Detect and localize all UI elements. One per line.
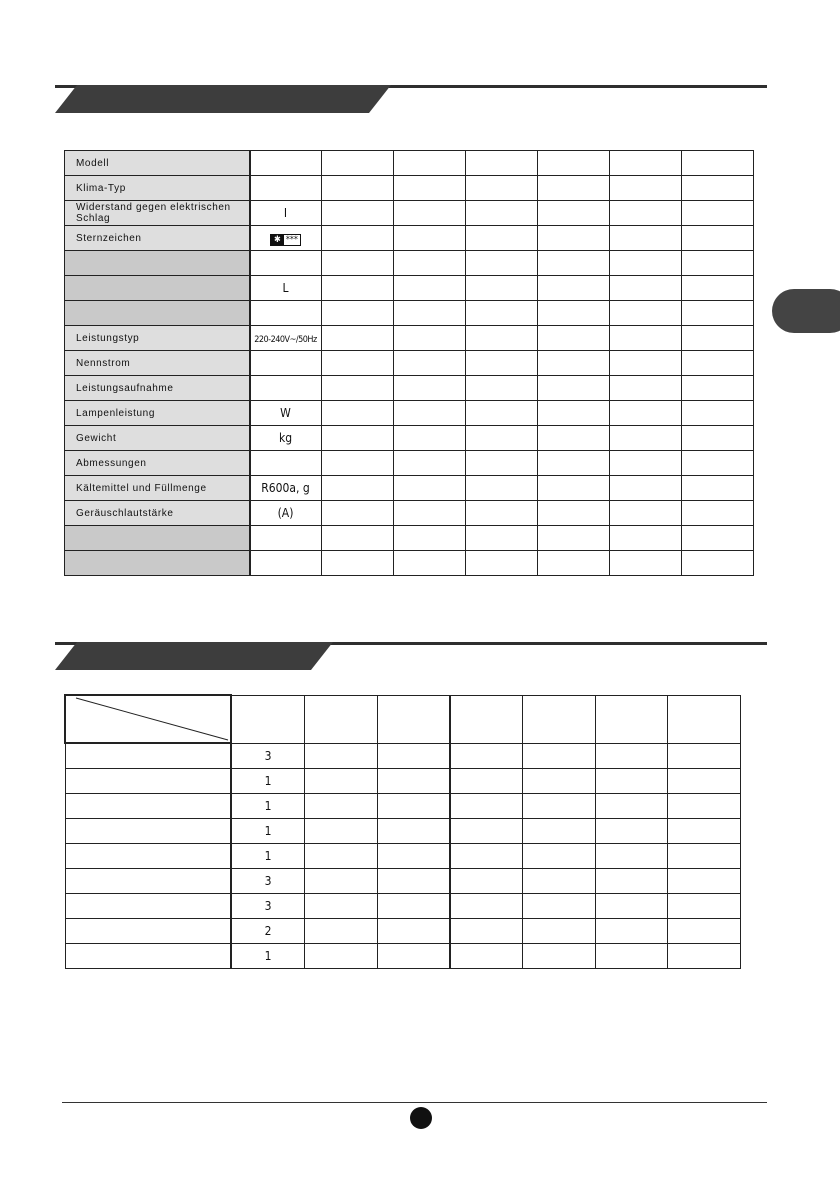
spec-empty-cell bbox=[681, 401, 753, 426]
spec-empty-cell bbox=[321, 376, 393, 401]
spec-empty-cell bbox=[537, 226, 609, 251]
parts-empty-cell bbox=[450, 794, 523, 819]
spec-empty-cell bbox=[681, 351, 753, 376]
spec-empty-cell bbox=[537, 326, 609, 351]
parts-empty-cell bbox=[450, 894, 523, 919]
spec-empty-cell bbox=[681, 451, 753, 476]
spec-row bbox=[65, 251, 754, 276]
spec-empty-cell bbox=[537, 176, 609, 201]
spec-empty-cell bbox=[321, 351, 393, 376]
spec-value bbox=[250, 301, 322, 326]
parts-empty-cell bbox=[305, 869, 378, 894]
parts-empty-cell bbox=[595, 819, 668, 844]
spec-empty-cell bbox=[681, 551, 753, 576]
spec-empty-cell bbox=[537, 301, 609, 326]
spec-empty-cell bbox=[393, 426, 465, 451]
parts-empty-cell bbox=[450, 819, 523, 844]
spec-empty-cell bbox=[393, 401, 465, 426]
spec-label bbox=[65, 551, 250, 576]
part-qty: 1 bbox=[231, 794, 305, 819]
spec-empty-cell bbox=[465, 176, 537, 201]
parts-empty-cell bbox=[305, 844, 378, 869]
spec-empty-cell bbox=[393, 226, 465, 251]
spec-empty-cell bbox=[393, 476, 465, 501]
parts-empty-cell bbox=[450, 844, 523, 869]
spec-empty-cell bbox=[393, 551, 465, 576]
spec-row bbox=[65, 501, 754, 526]
parts-empty-cell bbox=[522, 919, 595, 944]
spec-row bbox=[65, 226, 754, 251]
spec-empty-cell bbox=[609, 276, 681, 301]
spec-empty-cell bbox=[393, 176, 465, 201]
spec-label: Leistungstyp bbox=[65, 326, 250, 351]
spec-row bbox=[65, 426, 754, 451]
part-name-cell bbox=[65, 919, 231, 944]
parts-empty-cell bbox=[668, 819, 741, 844]
spec-empty-cell bbox=[321, 276, 393, 301]
spec-empty-cell bbox=[681, 276, 753, 301]
spec-row bbox=[65, 151, 754, 176]
spec-label: Leistungsaufnahme bbox=[65, 376, 250, 401]
spec-empty-cell bbox=[321, 551, 393, 576]
spec-empty-cell bbox=[609, 176, 681, 201]
spec-row bbox=[65, 301, 754, 326]
part-qty: 2 bbox=[231, 919, 305, 944]
spec-empty-cell bbox=[681, 151, 753, 176]
parts-row bbox=[65, 944, 741, 969]
parts-empty-cell bbox=[305, 944, 378, 969]
spec-empty-cell bbox=[609, 251, 681, 276]
part-name-cell bbox=[65, 743, 231, 769]
part-name-cell bbox=[65, 794, 231, 819]
spec-empty-cell bbox=[681, 376, 753, 401]
spec-row bbox=[65, 201, 754, 226]
spec-label bbox=[65, 301, 250, 326]
parts-row bbox=[65, 769, 741, 794]
parts-empty-cell bbox=[668, 869, 741, 894]
spec-empty-cell bbox=[681, 426, 753, 451]
spec-label: Kältemittel und Füllmenge bbox=[65, 476, 250, 501]
part-name-cell bbox=[65, 894, 231, 919]
spec-empty-cell bbox=[537, 376, 609, 401]
spec-empty-cell bbox=[609, 451, 681, 476]
parts-empty-cell bbox=[522, 894, 595, 919]
spec-empty-cell bbox=[393, 326, 465, 351]
parts-row bbox=[65, 794, 741, 819]
chapter-tab bbox=[772, 289, 840, 333]
spec-row bbox=[65, 276, 754, 301]
parts-empty-cell bbox=[595, 919, 668, 944]
spec-label: Nennstrom bbox=[65, 351, 250, 376]
parts-empty-cell bbox=[668, 844, 741, 869]
spec-label: Abmessungen bbox=[65, 451, 250, 476]
parts-empty-cell bbox=[377, 743, 450, 769]
spec-empty-cell bbox=[465, 326, 537, 351]
spec-row bbox=[65, 476, 754, 501]
spec-value bbox=[250, 351, 322, 376]
parts-empty-cell bbox=[668, 894, 741, 919]
part-name-cell bbox=[65, 769, 231, 794]
page-number-dot bbox=[410, 1107, 432, 1129]
parts-empty-cell bbox=[595, 769, 668, 794]
part-qty: 1 bbox=[231, 819, 305, 844]
spec-empty-cell bbox=[321, 301, 393, 326]
parts-header-corner bbox=[65, 695, 231, 743]
spec-empty-cell bbox=[465, 351, 537, 376]
spec-empty-cell bbox=[537, 276, 609, 301]
spec-label: Gewicht bbox=[65, 426, 250, 451]
spec-empty-cell bbox=[537, 451, 609, 476]
parts-empty-cell bbox=[305, 819, 378, 844]
spec-value: 220-240V~/50Hz bbox=[250, 326, 322, 351]
spec-value bbox=[250, 251, 322, 276]
parts-row bbox=[65, 869, 741, 894]
spec-empty-cell bbox=[393, 351, 465, 376]
spec-empty-cell bbox=[609, 426, 681, 451]
parts-empty-cell bbox=[450, 919, 523, 944]
spec-empty-cell bbox=[609, 201, 681, 226]
spec-empty-cell bbox=[321, 401, 393, 426]
spec-empty-cell bbox=[681, 476, 753, 501]
part-name-cell bbox=[65, 844, 231, 869]
spec-empty-cell bbox=[609, 376, 681, 401]
spec-empty-cell bbox=[681, 251, 753, 276]
parts-empty-cell bbox=[377, 944, 450, 969]
spec-label bbox=[65, 276, 250, 301]
spec-empty-cell bbox=[321, 501, 393, 526]
spec-empty-cell bbox=[537, 151, 609, 176]
parts-header-row bbox=[65, 695, 741, 743]
spec-row bbox=[65, 176, 754, 201]
parts-empty-cell bbox=[595, 743, 668, 769]
parts-empty-cell bbox=[305, 919, 378, 944]
parts-empty-cell bbox=[377, 919, 450, 944]
spec-value: I bbox=[250, 201, 322, 226]
spec-empty-cell bbox=[465, 451, 537, 476]
spec-row bbox=[65, 526, 754, 551]
spec-row bbox=[65, 376, 754, 401]
parts-empty-cell bbox=[522, 869, 595, 894]
spec-row bbox=[65, 551, 754, 576]
spec-empty-cell bbox=[681, 301, 753, 326]
spec-empty-cell bbox=[393, 276, 465, 301]
parts-empty-cell bbox=[377, 769, 450, 794]
spec-empty-cell bbox=[465, 551, 537, 576]
spec-empty-cell bbox=[393, 301, 465, 326]
spec-empty-cell bbox=[321, 201, 393, 226]
parts-row bbox=[65, 894, 741, 919]
spec-empty-cell bbox=[393, 451, 465, 476]
parts-empty-cell bbox=[450, 743, 523, 769]
spec-value: (A) bbox=[250, 501, 322, 526]
spec-empty-cell bbox=[321, 151, 393, 176]
spec-empty-cell bbox=[465, 226, 537, 251]
spec-empty-cell bbox=[321, 251, 393, 276]
spec-value bbox=[250, 376, 322, 401]
spec-empty-cell bbox=[537, 526, 609, 551]
parts-empty-cell bbox=[522, 743, 595, 769]
spec-row bbox=[65, 326, 754, 351]
spec-value bbox=[250, 176, 322, 201]
spec-empty-cell bbox=[393, 251, 465, 276]
spec-empty-cell bbox=[681, 201, 753, 226]
part-qty: 3 bbox=[231, 869, 305, 894]
spec-empty-cell bbox=[537, 201, 609, 226]
parts-empty-cell bbox=[522, 944, 595, 969]
spec-table bbox=[64, 150, 754, 576]
spec-value: W bbox=[250, 401, 322, 426]
spec-empty-cell bbox=[609, 351, 681, 376]
spec-empty-cell bbox=[321, 226, 393, 251]
parts-empty-cell bbox=[668, 743, 741, 769]
part-qty: 3 bbox=[231, 743, 305, 769]
parts-empty-cell bbox=[522, 769, 595, 794]
spec-value: L bbox=[250, 276, 322, 301]
part-name-cell bbox=[65, 944, 231, 969]
part-qty: 1 bbox=[231, 844, 305, 869]
spec-empty-cell bbox=[537, 501, 609, 526]
parts-empty-cell bbox=[377, 819, 450, 844]
spec-label bbox=[65, 526, 250, 551]
parts-empty-cell bbox=[377, 869, 450, 894]
spec-empty-cell bbox=[321, 326, 393, 351]
parts-empty-cell bbox=[450, 769, 523, 794]
spec-empty-cell bbox=[465, 151, 537, 176]
part-qty: 1 bbox=[231, 944, 305, 969]
spec-empty-cell bbox=[609, 551, 681, 576]
parts-empty-cell bbox=[305, 743, 378, 769]
spec-empty-cell bbox=[609, 476, 681, 501]
parts-empty-cell bbox=[522, 819, 595, 844]
part-name-cell bbox=[65, 819, 231, 844]
parts-row bbox=[65, 819, 741, 844]
parts-empty-cell bbox=[522, 794, 595, 819]
parts-row bbox=[65, 844, 741, 869]
part-qty: 3 bbox=[231, 894, 305, 919]
spec-empty-cell bbox=[465, 426, 537, 451]
spec-empty-cell bbox=[465, 376, 537, 401]
spec-empty-cell bbox=[537, 351, 609, 376]
parts-empty-cell bbox=[305, 794, 378, 819]
spec-label bbox=[65, 251, 250, 276]
spec-label: Geräuschlautstärke bbox=[65, 501, 250, 526]
spec-empty-cell bbox=[393, 201, 465, 226]
spec-empty-cell bbox=[465, 201, 537, 226]
spec-value bbox=[250, 451, 322, 476]
spec-label: Widerstand gegen elektrischen Schlag bbox=[65, 201, 250, 226]
part-qty: 1 bbox=[231, 769, 305, 794]
parts-row bbox=[65, 743, 741, 769]
spec-empty-cell bbox=[609, 326, 681, 351]
spec-empty-cell bbox=[537, 476, 609, 501]
spec-empty-cell bbox=[681, 176, 753, 201]
parts-empty-cell bbox=[668, 944, 741, 969]
spec-empty-cell bbox=[681, 501, 753, 526]
parts-empty-cell bbox=[377, 794, 450, 819]
spec-empty-cell bbox=[681, 326, 753, 351]
parts-empty-cell bbox=[595, 844, 668, 869]
spec-value: R600a, g bbox=[250, 476, 322, 501]
parts-empty-cell bbox=[595, 894, 668, 919]
parts-empty-cell bbox=[377, 844, 450, 869]
spec-label: Modell bbox=[65, 151, 250, 176]
parts-table bbox=[64, 694, 741, 969]
spec-row bbox=[65, 401, 754, 426]
parts-empty-cell bbox=[450, 944, 523, 969]
spec-empty-cell bbox=[609, 151, 681, 176]
spec-empty-cell bbox=[393, 376, 465, 401]
spec-row bbox=[65, 351, 754, 376]
spec-empty-cell bbox=[321, 526, 393, 551]
spec-empty-cell bbox=[321, 476, 393, 501]
spec-empty-cell bbox=[609, 301, 681, 326]
spec-empty-cell bbox=[465, 401, 537, 426]
spec-value bbox=[250, 226, 322, 251]
parts-empty-cell bbox=[450, 869, 523, 894]
freezer-star-icon: ✱ *** bbox=[270, 234, 301, 246]
spec-empty-cell bbox=[537, 401, 609, 426]
spec-empty-cell bbox=[465, 276, 537, 301]
spec-empty-cell bbox=[609, 501, 681, 526]
spec-label: Sternzeichen bbox=[65, 226, 250, 251]
spec-empty-cell bbox=[681, 526, 753, 551]
spec-empty-cell bbox=[537, 251, 609, 276]
spec-empty-cell bbox=[609, 526, 681, 551]
spec-value: kg bbox=[250, 426, 322, 451]
spec-empty-cell bbox=[393, 501, 465, 526]
diagonal-line bbox=[66, 696, 230, 742]
parts-empty-cell bbox=[668, 769, 741, 794]
spec-value bbox=[250, 526, 322, 551]
parts-empty-cell bbox=[668, 919, 741, 944]
spec-empty-cell bbox=[681, 226, 753, 251]
spec-label: Lampenleistung bbox=[65, 401, 250, 426]
spec-empty-cell bbox=[609, 401, 681, 426]
parts-empty-cell bbox=[668, 794, 741, 819]
parts-empty-cell bbox=[377, 894, 450, 919]
spec-label: Klima-Typ bbox=[65, 176, 250, 201]
spec-empty-cell bbox=[393, 526, 465, 551]
spec-empty-cell bbox=[465, 476, 537, 501]
parts-empty-cell bbox=[305, 894, 378, 919]
footer-rule bbox=[62, 1102, 767, 1103]
spec-empty-cell bbox=[393, 151, 465, 176]
spec-row bbox=[65, 451, 754, 476]
spec-empty-cell bbox=[537, 426, 609, 451]
parts-empty-cell bbox=[595, 869, 668, 894]
spec-empty-cell bbox=[609, 226, 681, 251]
parts-row bbox=[65, 919, 741, 944]
parts-empty-cell bbox=[595, 794, 668, 819]
spec-empty-cell bbox=[321, 426, 393, 451]
spec-empty-cell bbox=[465, 526, 537, 551]
parts-empty-cell bbox=[595, 944, 668, 969]
spec-empty-cell bbox=[465, 251, 537, 276]
spec-empty-cell bbox=[321, 451, 393, 476]
part-name-cell bbox=[65, 869, 231, 894]
spec-empty-cell bbox=[321, 176, 393, 201]
spec-value bbox=[250, 151, 322, 176]
spec-empty-cell bbox=[465, 301, 537, 326]
parts-empty-cell bbox=[305, 769, 378, 794]
spec-empty-cell bbox=[465, 501, 537, 526]
parts-empty-cell bbox=[522, 844, 595, 869]
spec-empty-cell bbox=[537, 551, 609, 576]
spec-value bbox=[250, 551, 322, 576]
